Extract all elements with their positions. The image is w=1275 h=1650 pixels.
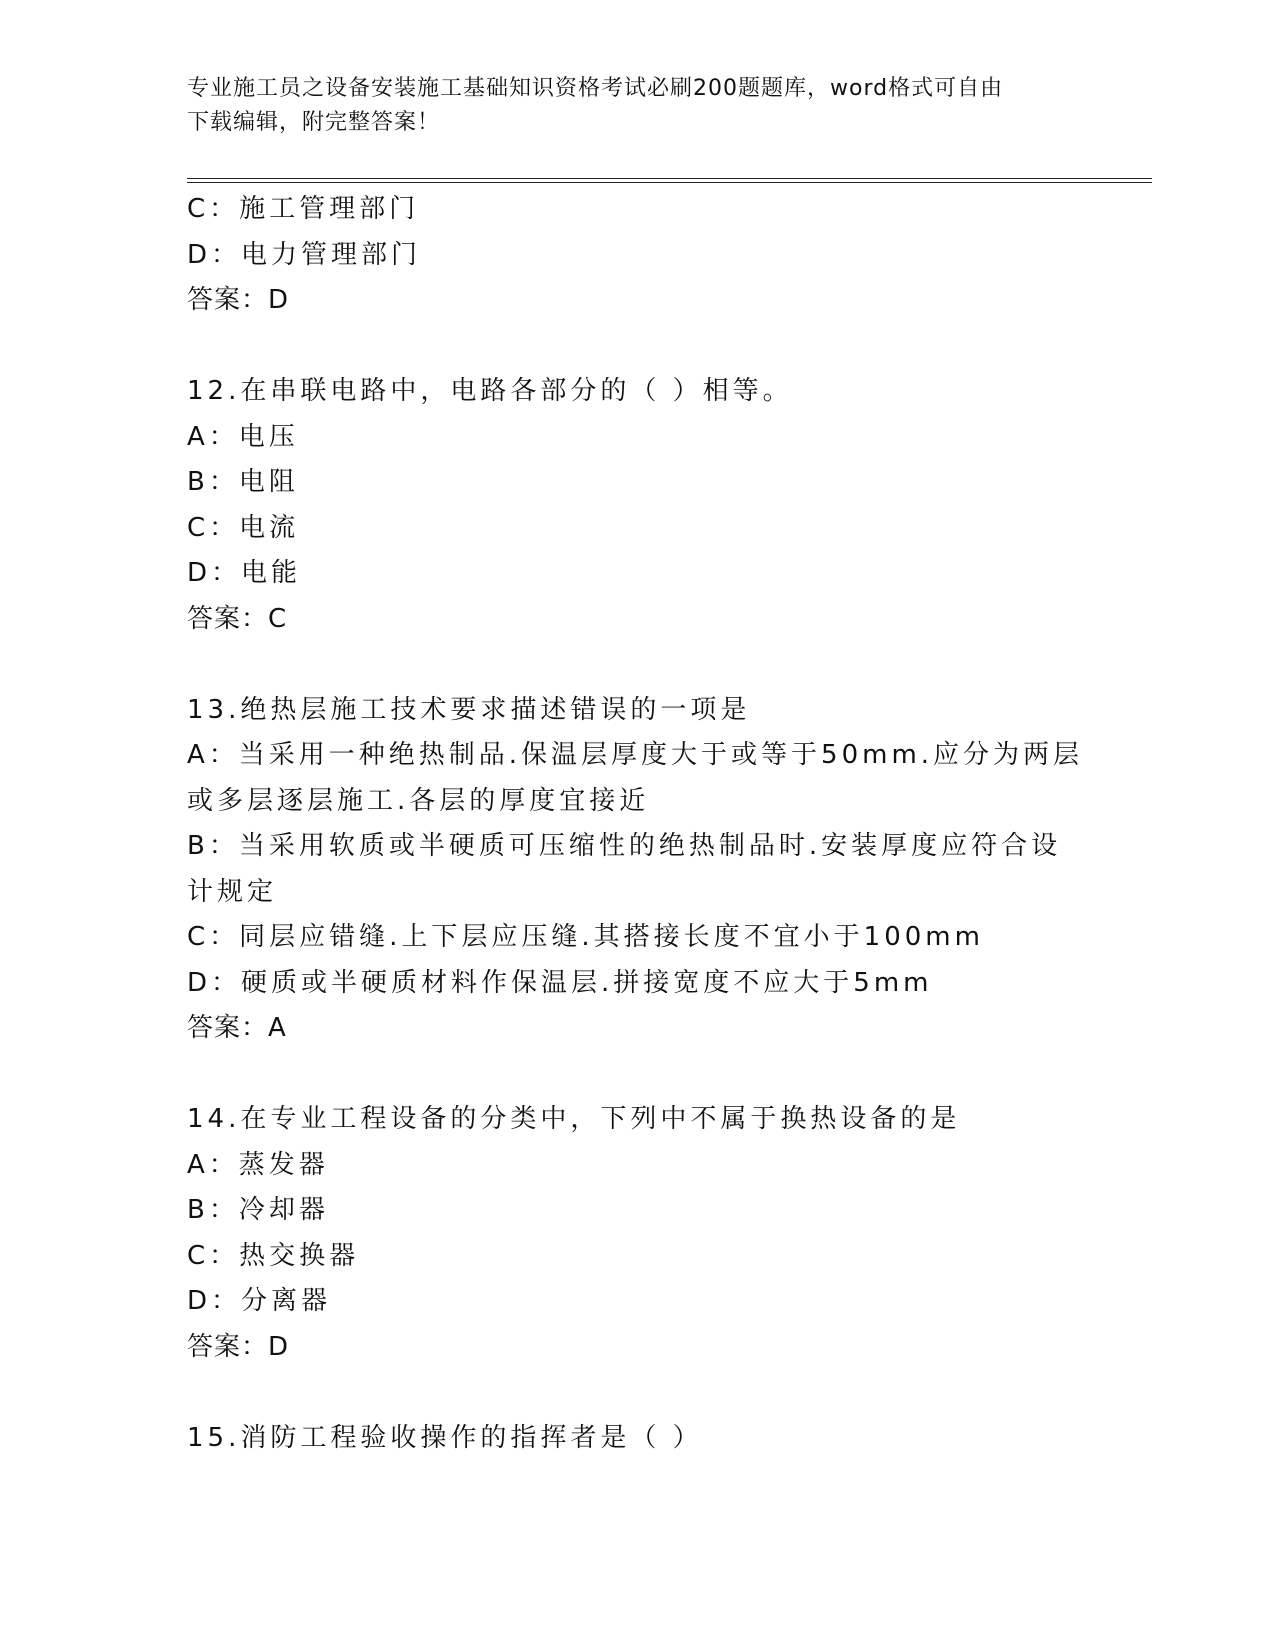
option-b: B：冷却器 bbox=[187, 1195, 329, 1225]
option-d: D：硬质或半硬质材料作保温层.拼接宽度不应大于5mm bbox=[187, 967, 933, 998]
answer: 答案：A bbox=[187, 1013, 287, 1043]
answer: 答案：C bbox=[187, 603, 288, 634]
question-11-tail bbox=[187, 187, 1087, 324]
option-d: D：电力管理部门 bbox=[187, 239, 422, 270]
question-14 bbox=[187, 1097, 1087, 1370]
question-stem: 12.在串联电路中，电路各部分的（ ）相等。 bbox=[187, 376, 793, 406]
header-line-2: 下载编辑，附完整答案！ bbox=[187, 110, 441, 135]
question-13 bbox=[187, 688, 1087, 1052]
spacer bbox=[187, 642, 1087, 688]
option-a: A：蒸发器 bbox=[187, 1149, 329, 1180]
question-stem: 14.在专业工程设备的分类中，下列中不属于换热设备的是 bbox=[187, 1104, 961, 1134]
question-stem: 15.消防工程验收操作的指挥者是（ ） bbox=[187, 1422, 703, 1453]
option-b: B：电阻 bbox=[187, 467, 299, 497]
document-header bbox=[187, 72, 1067, 140]
answer: 答案：D bbox=[187, 1331, 290, 1362]
question-12 bbox=[187, 369, 1087, 642]
option-c: C：热交换器 bbox=[187, 1240, 360, 1271]
option-b: B：当采用软质或半硬质可压缩性的绝热制品时.安装厚度应符合设计规定 bbox=[187, 831, 1062, 907]
header-divider-top bbox=[187, 178, 1152, 179]
option-d: D：分离器 bbox=[187, 1286, 332, 1316]
question-15 bbox=[187, 1416, 1087, 1462]
option-c: C：同层应错缝.上下层应压缝.其搭接长度不宜小于100mm bbox=[187, 922, 984, 952]
option-a: A：电压 bbox=[187, 421, 299, 452]
spacer bbox=[187, 324, 1087, 370]
spacer bbox=[187, 1052, 1087, 1098]
answer: 答案：D bbox=[187, 285, 290, 315]
option-a: A：当采用一种绝热制品.保温层厚度大于或等于50mm.应分为两层或多层逐层施工.各层的厚度宜接近 bbox=[187, 740, 1084, 816]
header-divider-bottom bbox=[187, 182, 1152, 183]
option-d: D：电能 bbox=[187, 558, 302, 588]
spacer bbox=[187, 1370, 1087, 1416]
option-c: C：电流 bbox=[187, 512, 300, 543]
question-list bbox=[187, 187, 1087, 1461]
header-line-1: 专业施工员之设备安装施工基础知识资格考试必刷200题题库，word格式可自由 bbox=[187, 76, 1004, 101]
option-c: C：施工管理部门 bbox=[187, 194, 420, 224]
question-stem: 13.绝热层施工技术要求描述错误的一项是 bbox=[187, 694, 751, 725]
